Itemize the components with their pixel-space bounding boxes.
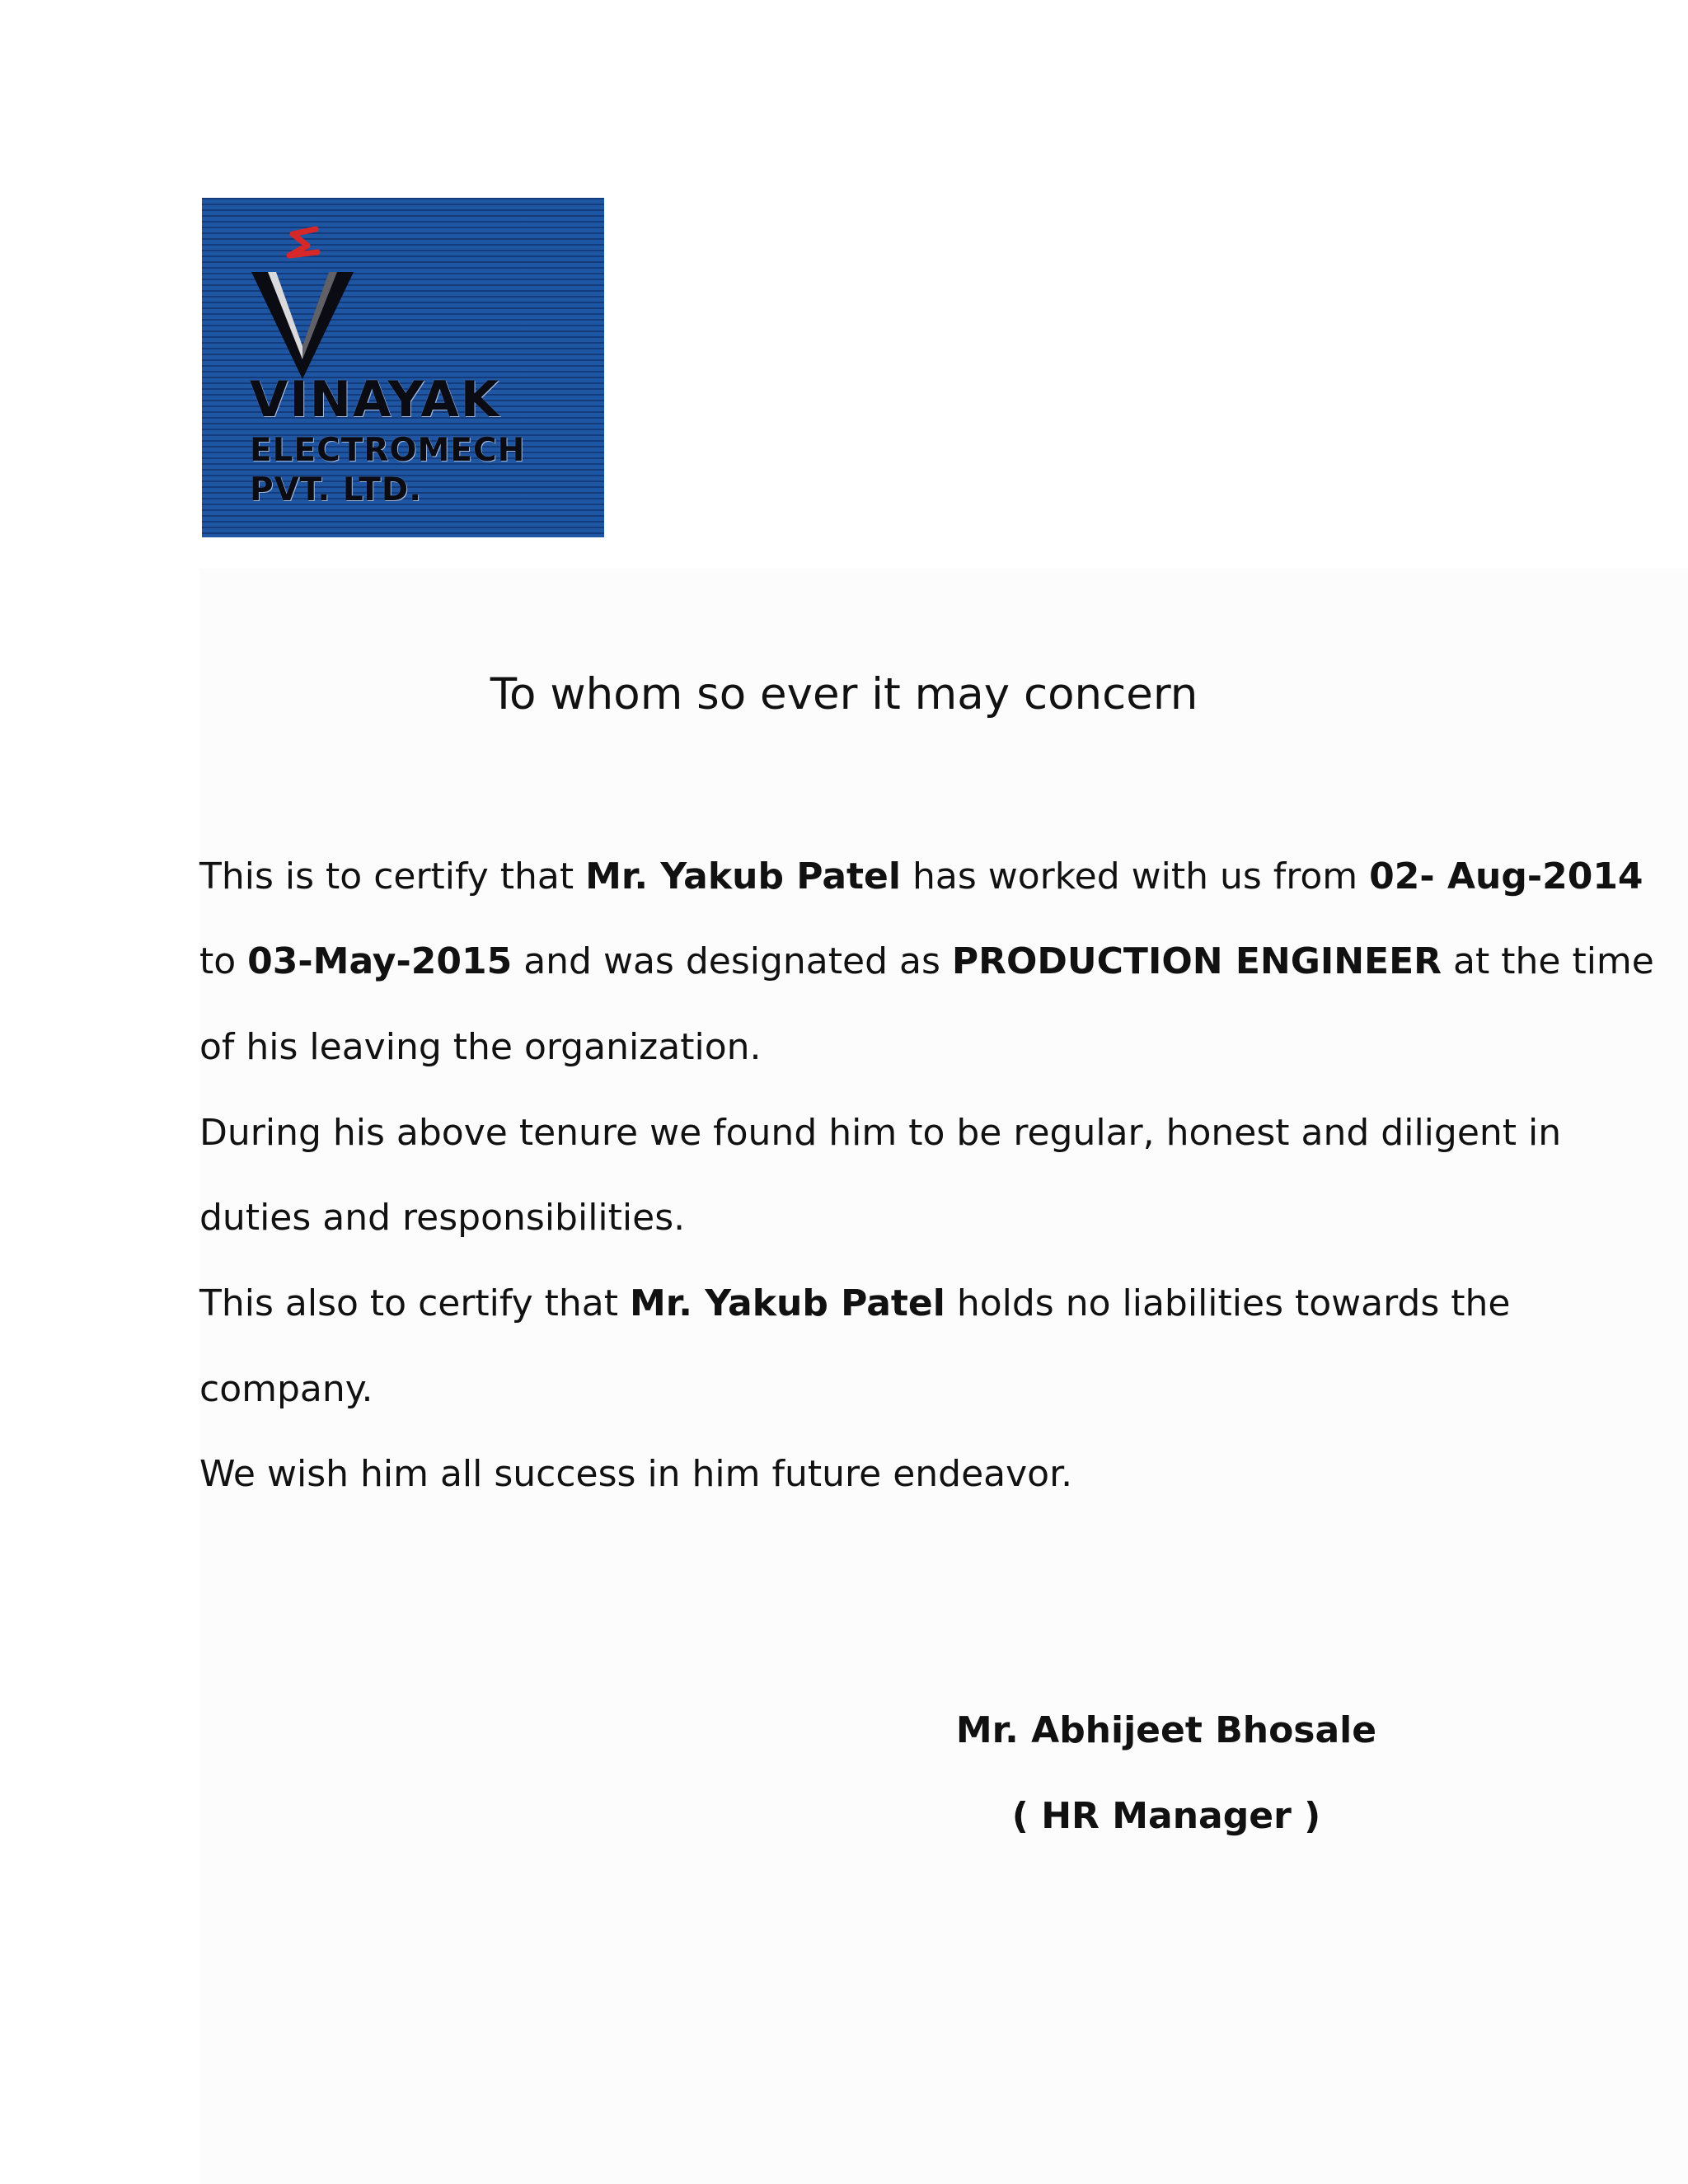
signatory-title: ( HR Manager ): [1011, 1795, 1321, 1837]
body-line-1: [199, 855, 1643, 898]
employee-name-repeat: Mr. Yakub Patel: [629, 1282, 945, 1324]
body-line-5: duties and responsibilities.: [199, 1197, 686, 1239]
employee-name: Mr. Yakub Patel: [585, 855, 901, 898]
logo-company-subname: ELECTROMECH: [250, 432, 526, 469]
letter-heading: To whom so ever it may concern: [490, 669, 1198, 719]
designation: PRODUCTION ENGINEER: [951, 940, 1442, 982]
body-line-3: of his leaving the organization.: [199, 1026, 762, 1068]
end-date: 03-May-2015: [247, 940, 513, 982]
body-line-6: [199, 1282, 1518, 1324]
body-line-2: [199, 940, 1654, 982]
body-line-2-text-c: at the time: [1442, 940, 1654, 982]
company-monogram-icon: [250, 223, 357, 379]
company-logo: [202, 198, 604, 537]
body-line-4: During his above tenure we found him to be regular, honest and diligent in: [199, 1112, 1562, 1154]
body-line-6-text-a: This also to certify that: [199, 1282, 630, 1324]
body-line-2-text-a: to: [199, 940, 248, 982]
body-line-2-text-b: and was designated as: [512, 940, 952, 982]
body-line-1-text-a: This is to certify that: [199, 855, 586, 898]
start-date: 02- Aug-2014: [1369, 855, 1643, 898]
logo-company-suffix: PVT. LTD.: [250, 471, 423, 509]
signatory-name: Mr. Abhijeet Bhosale: [955, 1709, 1377, 1751]
body-line-6-text-b: holds no liabilities towards the: [945, 1282, 1511, 1324]
body-line-1-text-b: has worked with us from: [900, 855, 1370, 898]
body-line-7: company.: [199, 1368, 373, 1410]
body-line-8: We wish him all success in him future endeavor.: [199, 1453, 1073, 1495]
logo-company-name: VINAYAK: [250, 371, 501, 429]
